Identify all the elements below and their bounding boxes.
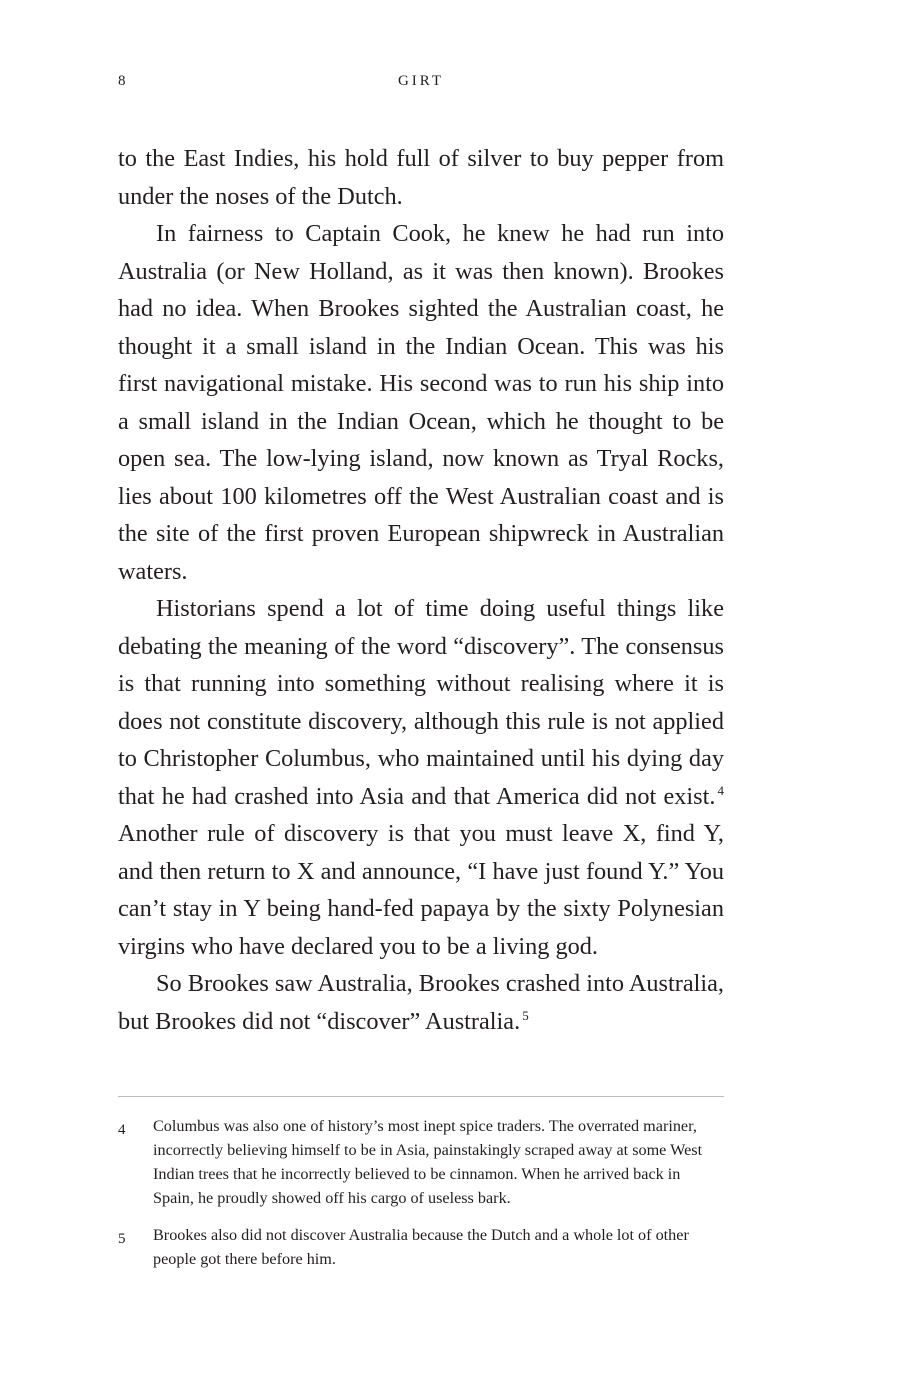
paragraph-historians — [118, 590, 724, 965]
footnote-text: Columbus was also one of history’s most inept spice traders. The overrated mariner, incorrectly believing himself to be in Asia, painstakingly scraped away at some West Indian trees that he incorrectly believed to be cinnamon. When he arrived back in Spain, he proudly showed off his cargo of useless bark. — [153, 1117, 703, 1207]
footnotes — [118, 1114, 724, 1284]
paragraph-conclusion — [118, 965, 724, 1040]
footnote — [118, 1223, 724, 1271]
paragraph-captain-cook: In fairness to Captain Cook, he knew he had run into Australia (or New Holland, as it was then known). Brookes had no idea. When Brookes sighted the Australian coast, he thought it a small island in the Indian Ocean. This was his first navigational mistake. His second was to run his ship into a small island in the Indian Ocean, which he thought to be open sea. The low-lying island, now known as Tryal Rocks, lies about 100 kilometres off the West Australian coast and is the site of the first proven European shipwreck in Australian waters. — [118, 220, 724, 585]
footnote-text: Brookes also did not discover Australia because the Dutch and a whole lot of other people got there before him. — [153, 1226, 689, 1268]
footnote-number: 4 — [118, 1122, 126, 1138]
paragraph-text: Another rule of discovery is that you must leave X, find Y, and then return to X and announce, “I have just found Y.” You can’t stay in Y being hand-fed papaya by the sixty Polynesian virgins who have declared you to be a living god. — [118, 820, 724, 960]
footnote — [118, 1114, 724, 1210]
paragraph-continued: to the East Indies, his hold full of silver to buy pepper from under the noses of the Dutch. — [118, 145, 724, 210]
running-title: GIRT — [397, 73, 445, 89]
footnote-divider — [118, 1096, 724, 1097]
footnote-reference[interactable]: 5 — [522, 1007, 529, 1023]
paragraph-text: So Brookes saw Australia, Brookes crashed into Australia, but Brookes did not “discover” Australia. — [118, 970, 724, 1035]
running-head — [118, 73, 724, 97]
footnote-reference[interactable]: 4 — [717, 782, 724, 798]
page-number: 8 — [118, 73, 128, 89]
paragraph-text: Historians spend a lot of time doing useful things like debating the meaning of the word “discovery”. The consensus is that running into something without realising where it is does not constitute discovery, although this rule is not applied to Christopher Columbus, who maintained until his dying day that he had crashed into Asia and that America did not exist. — [118, 595, 724, 810]
footnote-number: 5 — [118, 1231, 126, 1247]
body-text — [118, 140, 724, 1040]
